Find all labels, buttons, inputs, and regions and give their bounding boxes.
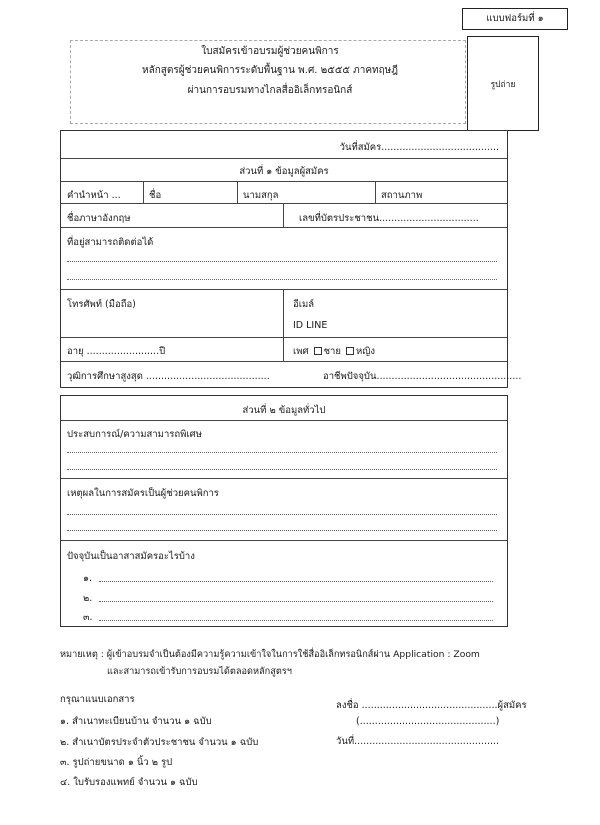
form-title: ใบสมัครเข้าอบรมผู้ช่วยคนพิการ (201, 46, 339, 57)
volunteer-field[interactable]: ปัจจุบันเป็นอาสาสมัครอะไรบ้าง (67, 551, 195, 562)
photo-box (467, 36, 539, 131)
address-field[interactable]: ที่อยู่สามารถติดต่อได้ (67, 237, 154, 248)
status-field[interactable]: สถานภาพ (381, 190, 423, 201)
sex-label: เพศ (293, 346, 309, 357)
document-item-1: ๑. สำเนาทะเบียนบ้าน จำนวน ๑ ฉบับ (60, 716, 212, 727)
note-line-1: หมายเหตุ : ผู้เข้าอบรมจำเป็นต้องมีความรู้ความเข้าใจในการใช้สื่ออิเล็กทรอนิกส์ผ่าน Application : Zoom (60, 649, 480, 660)
prefix-field[interactable]: คำนำหน้า ... (67, 190, 121, 201)
age-field[interactable]: อายุ ........................ปี (67, 346, 166, 357)
signature-field[interactable]: ลงชื่อ .............................................ผู้สมัคร (336, 700, 527, 711)
form-subtitle: หลักสูตรผู้ช่วยคนพิการระดับพื้นฐาน พ.ศ. ๒๕๕๕ ภาคทฤษฎี (142, 65, 398, 76)
apply-date-field[interactable]: วันที่สมัคร....................................... (339, 142, 499, 153)
female-label: หญิง (355, 346, 375, 357)
female-checkbox[interactable] (346, 347, 354, 355)
reason-field[interactable]: เหตุผลในการสมัครเป็นผู้ช่วยคนพิการ (67, 488, 219, 499)
english-name-field[interactable]: ชื่อภาษาอังกฤษ (67, 213, 131, 224)
education-field[interactable]: วุฒิการศึกษาสูงสุด ......................................... (67, 371, 270, 382)
volunteer-item-2: ๒. (83, 593, 93, 604)
document-item-3: ๓. รูปถ่ายขนาด ๑ นิ้ว ๒ รูป (60, 757, 173, 768)
section2-heading: ส่วนที่ ๒ ข้อมูลทั่วไป (242, 405, 326, 416)
id-number-field[interactable]: เลขที่บัตรประชาชน................................. (299, 213, 479, 224)
signature-date-field[interactable]: วันที่................................................ (336, 736, 500, 747)
signature-name-field[interactable]: (.............................................) (356, 716, 500, 727)
document-item-2: ๒. สำเนาบัตรประจำตัวประชาชน จำนวน ๑ ฉบับ (60, 737, 259, 748)
volunteer-item-1: ๑. (83, 573, 93, 584)
male-label: ชาย (323, 346, 341, 357)
photo-label: รูปถ่าย (490, 80, 516, 90)
note-line-2: และสามารถเข้ารับการอบรมได้ตลอดหลักสูตรฯ (107, 666, 292, 677)
document-item-4: ๔. ใบรับรองแพทย์ จำนวน ๑ ฉบับ (60, 777, 198, 788)
first-name-field[interactable]: ชื่อ (149, 190, 162, 201)
sex-field (293, 344, 375, 359)
section1-heading: ส่วนที่ ๑ ข้อมูลผู้สมัคร (239, 166, 329, 177)
form-code: แบบฟอร์มที่ ๑ (462, 8, 568, 30)
email-field[interactable]: อีเมล์ (293, 299, 315, 310)
occupation-field[interactable]: อาชีพปัจจุบัน................................................ (323, 371, 522, 382)
line-id-field[interactable]: ID LINE (293, 320, 328, 331)
phone-field[interactable]: โทรศัพท์ (มือถือ) (67, 299, 136, 310)
male-checkbox[interactable] (314, 347, 322, 355)
last-name-field[interactable]: นามสกุล (243, 190, 279, 201)
experience-field[interactable]: ประสบการณ์/ความสามารถพิเศษ (67, 429, 202, 440)
documents-heading: กรุณาแนบเอกสาร (60, 694, 135, 705)
section2-box (60, 395, 508, 627)
form-subtitle-2: ผ่านการอบรมทางไกลสื่ออิเล็กทรอนิกส์ (187, 85, 353, 96)
volunteer-item-3: ๓. (83, 612, 93, 623)
section1-box (60, 130, 522, 388)
